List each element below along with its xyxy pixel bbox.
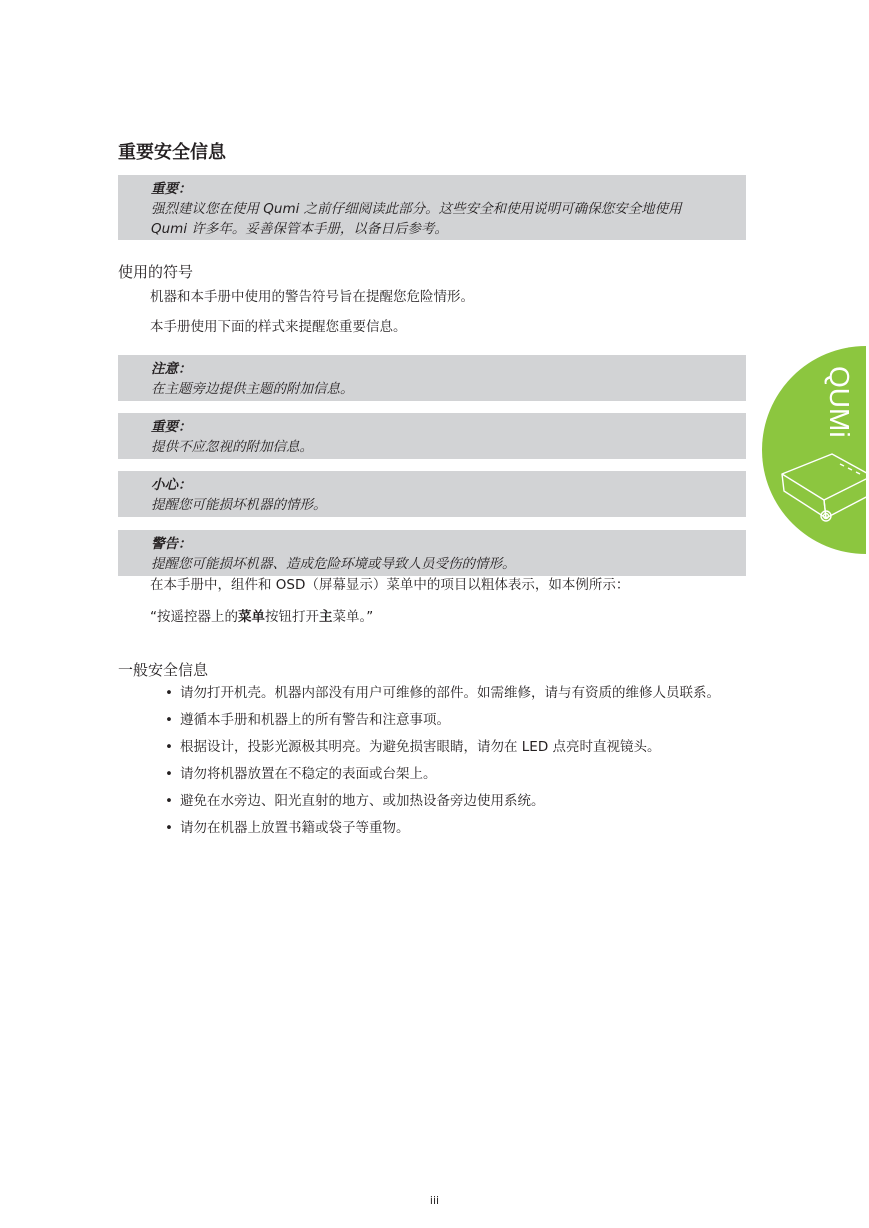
bullet-dot: • <box>165 820 173 836</box>
example-text-after: 菜单。” <box>332 609 374 625</box>
callout-caution <box>118 471 746 517</box>
bullet-text: 请勿在机器上放置书籍或袋子等重物。 <box>180 820 410 836</box>
callout-warning-heading: 警告： <box>151 536 192 552</box>
callout-warning-text: 提醒您可能损坏机器、造成危险环境或导致人员受伤的情形。 <box>151 556 516 572</box>
callout-important-heading: 重要： <box>151 419 192 435</box>
callout-caution-text: 提醒您可能损坏机器的情形。 <box>151 497 327 513</box>
callout-note-heading: 注意： <box>151 361 192 377</box>
bold-note-example <box>150 607 373 627</box>
symbols-para-2: 本手册使用下面的样式来提醒您重要信息。 <box>150 319 407 335</box>
callout-note <box>118 355 746 401</box>
page-title: 重要安全信息 <box>118 142 226 163</box>
callout-warning <box>118 530 746 576</box>
list-item <box>165 818 735 838</box>
brand-tab <box>762 346 869 554</box>
callout-caution-heading: 小心： <box>151 477 192 493</box>
important-box <box>118 175 746 240</box>
page-number: iii <box>429 1194 440 1207</box>
bullet-text: 避免在水旁边、阳光直射的地方、或加热设备旁边使用系统。 <box>180 793 545 809</box>
bullet-dot: • <box>165 766 173 782</box>
important-box-heading: 重要： <box>151 181 192 197</box>
list-item <box>165 683 735 703</box>
example-bold-menu: 菜单 <box>238 609 265 625</box>
callout-important-text: 提供不应忽视的附加信息。 <box>151 439 313 455</box>
example-text-before: “按遥控器上的 <box>150 609 238 625</box>
bullet-dot: • <box>165 712 173 728</box>
example-text-mid: 按钮打开 <box>265 609 319 625</box>
bold-note-para: 在本手册中，组件和 OSD（屏幕显示）菜单中的项目以粗体表示，如本例所示： <box>150 577 630 593</box>
bullet-text: 请勿将机器放置在不稳定的表面或台架上。 <box>180 766 437 782</box>
important-box-line1: 强烈建议您在使用 Qumi 之前仔细阅读此部分。这些安全和使用说明可确保您安全地使用 <box>151 201 682 217</box>
list-item <box>165 764 735 784</box>
list-item <box>165 737 735 757</box>
symbols-section-title: 使用的符号 <box>118 263 194 281</box>
qumi-logo: QUMi <box>824 366 855 438</box>
callout-important <box>118 413 746 459</box>
bullet-dot: • <box>165 739 173 755</box>
bullet-text: 请勿打开机壳。机器内部没有用户可维修的部件。如需维修，请与有资质的维修人员联系。 <box>180 685 720 701</box>
example-bold-main: 主 <box>319 609 333 625</box>
bullet-dot: • <box>165 793 173 809</box>
symbols-para-1: 机器和本手册中使用的警告符号旨在提醒您危险情形。 <box>150 289 474 305</box>
important-box-line2: Qumi 许多年。妥善保管本手册，以备日后参考。 <box>151 221 448 237</box>
list-item <box>165 710 735 730</box>
bullet-text: 根据设计，投影光源极其明亮。为避免损害眼睛，请勿在 LED 点亮时直视镜头。 <box>180 739 661 755</box>
callout-note-text: 在主题旁边提供主题的附加信息。 <box>151 381 354 397</box>
general-section-title: 一般安全信息 <box>118 661 209 679</box>
safety-bullet-list <box>165 683 735 845</box>
bullet-dot: • <box>165 685 173 701</box>
list-item <box>165 791 735 811</box>
bullet-text: 遵循本手册和机器上的所有警告和注意事项。 <box>180 712 450 728</box>
